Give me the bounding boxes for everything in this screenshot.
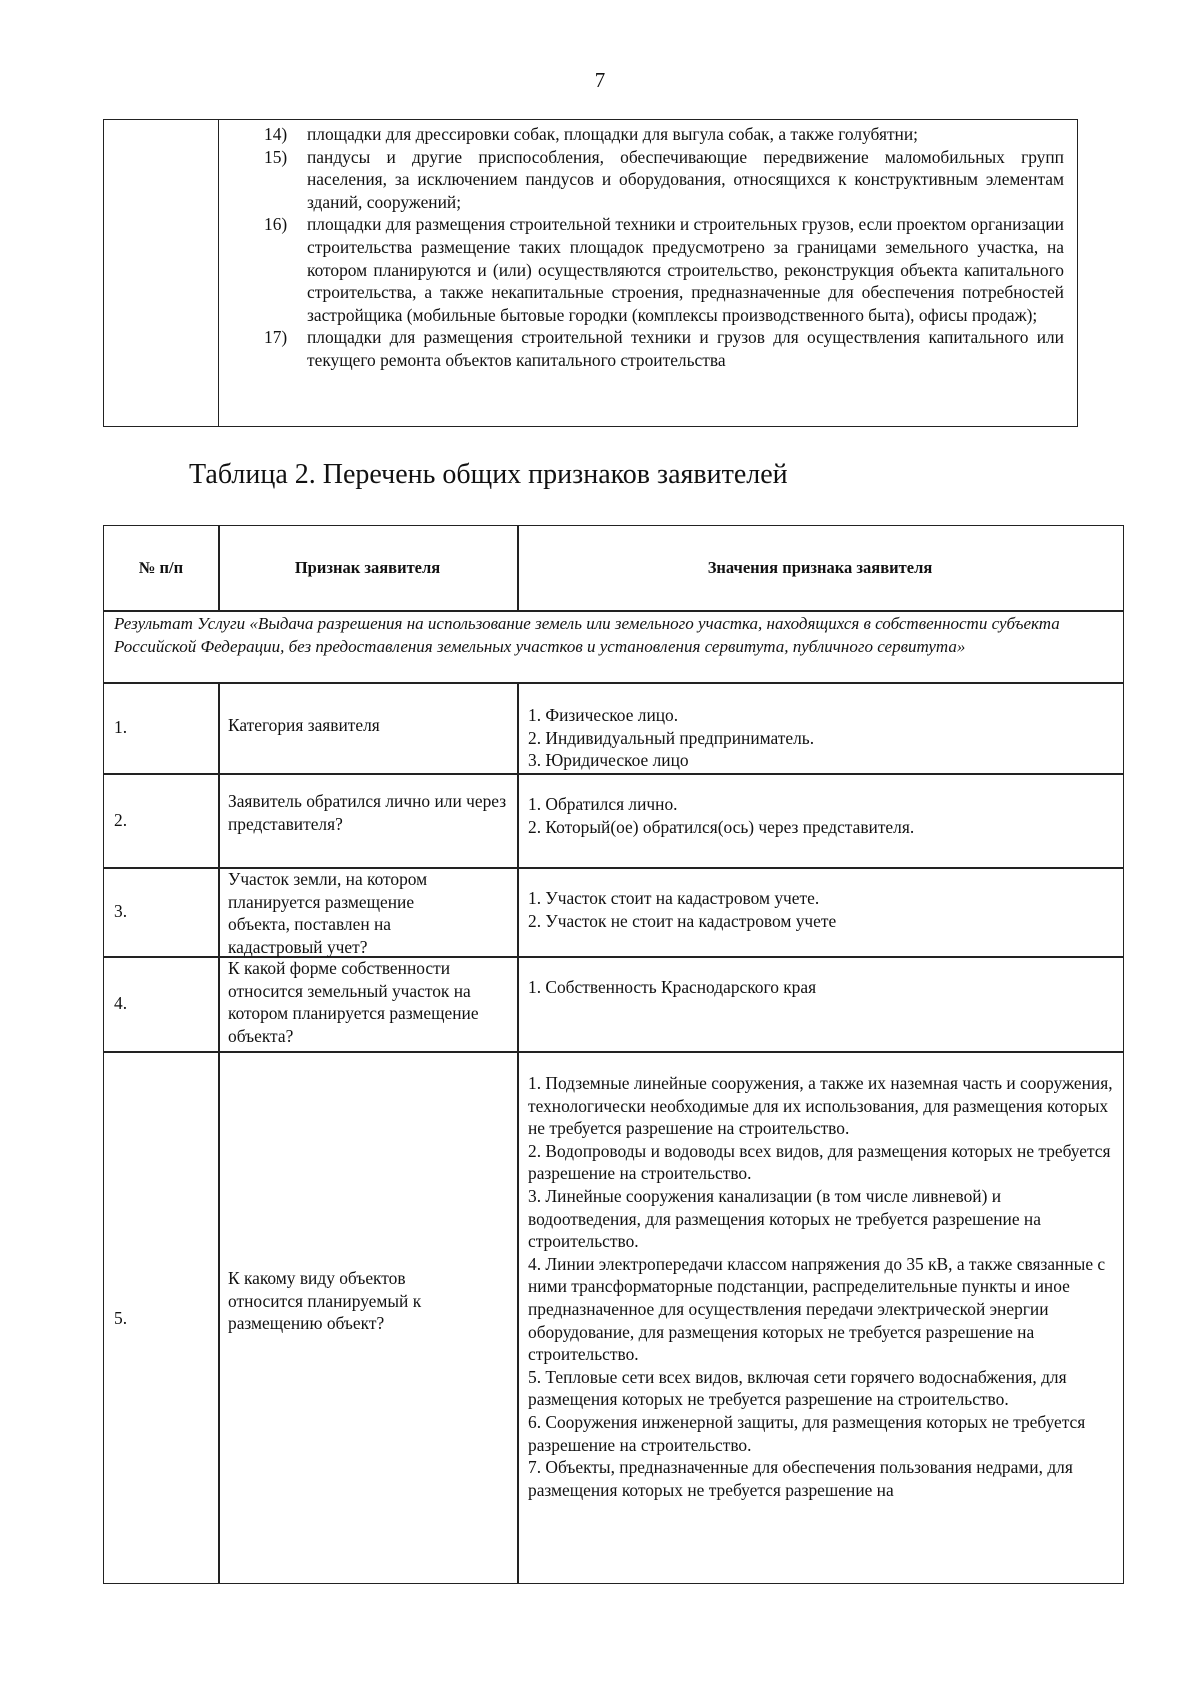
list-item (256, 123, 1064, 146)
feature-cell: К какой форме собственности относится земельный участок на котором планируется размещение объекта? (228, 958, 479, 1046)
value-item: 2. Водопроводы и водоводы всех видов, для размещения которых не требуется разрешение на строительство. (528, 1140, 1111, 1184)
row-border (104, 682, 1123, 684)
row-number: 1. (114, 717, 128, 738)
feature-cell: Заявитель обратился лично или через представителя? (228, 791, 507, 834)
header-feature-text: Признак заявителя (294, 557, 441, 577)
row-border (104, 773, 1123, 775)
row-border (104, 1051, 1123, 1053)
column-border (218, 682, 220, 1583)
value-item: 3. Линейные сооружения канализации (в том числе ливневой) и водоотведения, для размещения которых не требуется разрешение на строительство. (528, 1185, 1041, 1252)
value-item: 1. Участок стоит на кадастровом учете. (528, 888, 820, 908)
header-feature (218, 526, 517, 610)
item-text: площадки для размещения строительной техники и грузов для осуществления капитального или текущего ремонта объектов капитального строительства (307, 327, 1064, 370)
continuation-table (103, 119, 1078, 427)
item-text: пандусы и другие приспособления, обеспечивающие передвижение маломобильных групп населения, за исключением пандусов и оборудования, относящихся к конструктивным элементам зданий, сооружений; (307, 146, 1064, 212)
row-number: 2. (114, 809, 128, 830)
item-text: площадки для дрессировки собак, площадки для выгула собак, а также голубятни; (307, 124, 918, 144)
item-number: 16) (264, 214, 288, 235)
value-item: 1. Собственность Краснодарского края (528, 977, 817, 997)
value-item: 1. Физическое лицо. (528, 705, 679, 725)
row-number: 3. (114, 901, 128, 922)
value-item: 2. Участок не стоит на кадастровом учете (528, 910, 837, 931)
values-cell (528, 1072, 1113, 1501)
item-number: 14) (264, 124, 288, 144)
continuation-list (256, 123, 1064, 372)
value-item: 3. Юридическое лицо (528, 750, 689, 771)
column-border (517, 682, 519, 1583)
value-item: 4. Линии электропередачи классом напряжения до 35 кВ, а также связанные с ними трансформаторные подстанции, распределительные пункты и иное предназначенное для осуществления передачи электрической энергии оборудование, для размещения которых не требуется разрешение на строительство. (528, 1253, 1106, 1365)
value-item: 5. Тепловые сети всех видов, включая сети горячего водоснабжения, для размещения которых не требуется разрешение на строительство. (528, 1366, 1067, 1410)
values-cell (528, 976, 1113, 999)
row-number: 4. (114, 993, 128, 1014)
value-item: 1. Обратился лично. (528, 794, 678, 814)
value-item: 1. Подземные линейные сооружения, а также их наземная часть и сооружения, технологически необходимые для их использования, для размещения которых не требуется разрешение на строительство. (528, 1073, 1113, 1139)
item-text: площадки для размещения строительной техники и строительных грузов, если проектом организации строительства размещение таких площадок предусмотрено за границами земельного участка, на котором планируются и (или) осуществляются строительство, реконструкция объекта капитального строительства, а также некапитальные строения, предназначенные для обеспечения потребностей застройщика (мобильные бытовые городки (комплексы производственного быта), офисы продаж); (307, 214, 1064, 325)
feature-cell: Участок земли, на котором планируется размещение объекта, поставлен на кадастровый учет? (228, 869, 428, 957)
column-divider (218, 120, 219, 426)
header-values-text: Значения признака заявителя (707, 557, 933, 577)
page-number: 7 (594, 68, 606, 92)
list-item (256, 146, 1064, 214)
value-item: 6. Сооружения инженерной защиты, для размещения которых не требуется разрешение на строительство. (528, 1411, 1086, 1455)
feature-cell: Категория заявителя (228, 715, 380, 735)
value-item: 2. Который(ое) обратился(ось) через представителя. (528, 816, 915, 837)
service-result-row: Результат Услуги «Выдача разрешения на использование земель или земельного участка, находящихся в собственности субъекта Российской Федерации, без предоставления земельных участков и установления сервитута, публичного сервитута» (114, 614, 1060, 656)
list-item (256, 213, 1064, 326)
header-number-text: № п/п (138, 557, 184, 577)
header-values (517, 526, 1123, 610)
values-cell (528, 704, 1113, 772)
feature-cell: К какому виду объектов относится планируемый к размещению объект? (228, 1268, 422, 1334)
value-item: 7. Объекты, предназначенные для обеспечения пользования недрами, для размещения которых не требуется разрешение на (528, 1457, 1073, 1500)
row-number: 5. (114, 1307, 128, 1328)
value-item: 2. Индивидуальный предприниматель. (528, 727, 815, 748)
table-title: Таблица 2. Перечень общих признаков заявителей (189, 459, 788, 490)
applicant-features-table (103, 525, 1124, 1584)
header-number (104, 526, 218, 610)
values-cell (528, 887, 1113, 932)
item-number: 17) (264, 327, 288, 348)
values-cell (528, 793, 1113, 838)
list-item (256, 326, 1064, 371)
item-number: 15) (264, 146, 288, 167)
